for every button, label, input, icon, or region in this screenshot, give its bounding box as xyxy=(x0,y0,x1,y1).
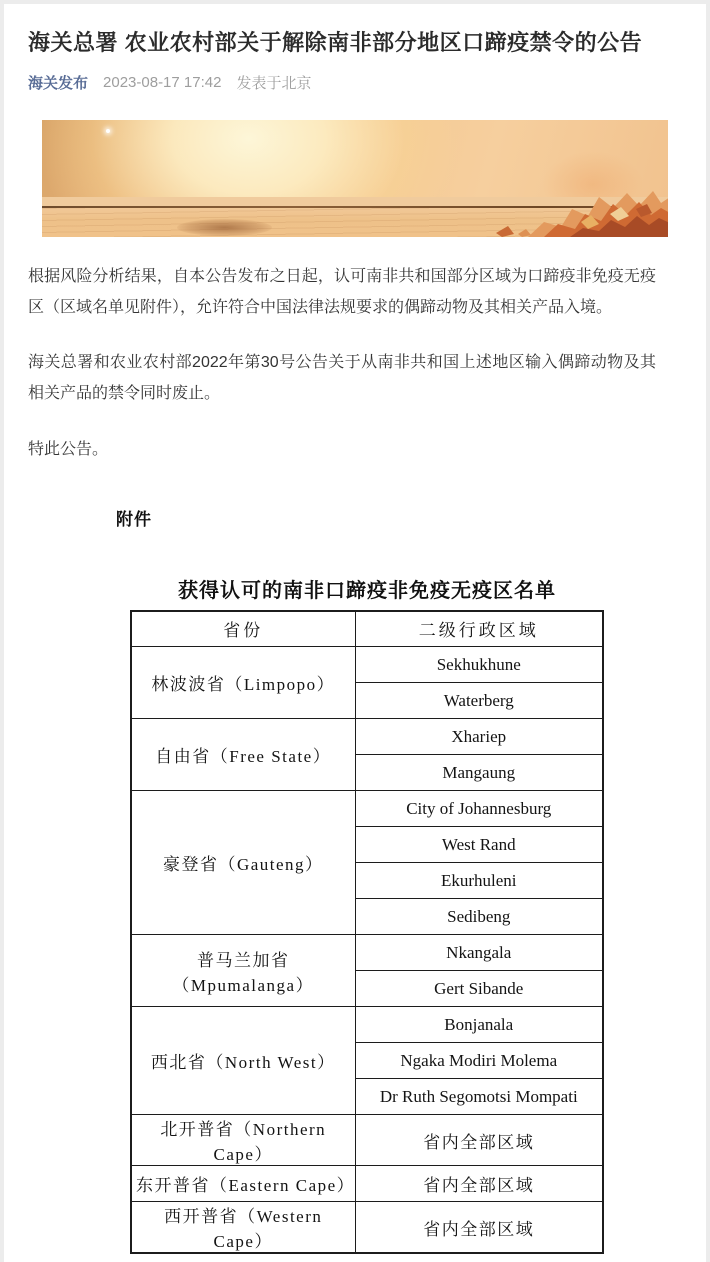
table-header-row xyxy=(131,611,603,647)
table-row xyxy=(131,791,603,827)
table-row xyxy=(131,647,603,683)
attachment-table-section xyxy=(130,574,604,1255)
region-cell: City of Johannesburg xyxy=(355,791,603,827)
region-cell: Mangaung xyxy=(355,755,603,791)
province-cell: 林波波省（Limpopo） xyxy=(131,647,355,719)
region-cell: West Rand xyxy=(355,827,603,863)
table-row xyxy=(131,935,603,971)
table-row xyxy=(131,1007,603,1043)
column-header-district: 二级行政区域 xyxy=(355,611,603,647)
byline xyxy=(28,72,682,93)
province-cell: 西开普省（Western Cape） xyxy=(131,1202,355,1254)
region-cell: Nkangala xyxy=(355,935,603,971)
region-cell: Waterberg xyxy=(355,683,603,719)
article-title: 海关总署 农业农村部关于解除南非部分地区口蹄疫禁令的公告 xyxy=(28,30,643,55)
province-cell: 自由省（Free State） xyxy=(131,719,355,791)
publish-location: 发表于北京 xyxy=(236,74,312,92)
region-cell: Gert Sibande xyxy=(355,971,603,1007)
column-header-province: 省份 xyxy=(131,611,355,647)
province-cell: 豪登省（Gauteng） xyxy=(131,791,355,935)
table-title: 获得认可的南非口蹄疫非免疫无疫区名单 xyxy=(178,579,556,602)
region-cell: 省内全部区域 xyxy=(355,1166,603,1202)
region-cell: 省内全部区域 xyxy=(355,1202,603,1254)
region-cell: Ngaka Modiri Molema xyxy=(355,1043,603,1079)
page-root xyxy=(0,4,710,1262)
publish-timestamp: 2023-08-17 17:42 xyxy=(103,73,222,91)
article-body xyxy=(28,261,682,465)
banner-image[interactable] xyxy=(42,120,668,237)
province-cell: 普马兰加省（Mpumalanga） xyxy=(131,935,355,1007)
table-row xyxy=(131,719,603,755)
region-cell: Bonjanala xyxy=(355,1007,603,1043)
account-source-link[interactable]: 海关发布 xyxy=(28,74,89,92)
article-card xyxy=(4,4,706,1262)
province-cell: 北开普省（Northern Cape） xyxy=(131,1115,355,1166)
regions-table xyxy=(130,610,604,1255)
star-glow-icon xyxy=(106,129,110,133)
region-cell: Ekurhuleni xyxy=(355,863,603,899)
paragraph: 海关总署和农业农村部2022年第30号公告关于从南非共和国上述地区输入偶蹄动物及其相关产品的禁令同时废止。 xyxy=(28,354,656,403)
regions-table-body xyxy=(131,647,603,1254)
table-row xyxy=(131,1166,603,1202)
province-cell: 西北省（North West） xyxy=(131,1007,355,1115)
table-row xyxy=(131,1115,603,1166)
region-cell: Xhariep xyxy=(355,719,603,755)
autumn-leaves-illustration xyxy=(460,171,668,237)
paragraph: 特此公告。 xyxy=(28,440,109,458)
table-row xyxy=(131,1202,603,1254)
attachment-label: 附件 xyxy=(116,509,152,529)
region-cell: Sedibeng xyxy=(355,899,603,935)
province-cell: 东开普省（Eastern Cape） xyxy=(131,1166,355,1202)
region-cell: Dr Ruth Segomotsi Mompati xyxy=(355,1079,603,1115)
paragraph: 根据风险分析结果，自本公告发布之日起，认可南非共和国部分区域为口蹄疫非免疫无疫区（区域名单见附件），允许符合中国法律法规要求的偶蹄动物及其相关产品入境。 xyxy=(28,267,656,316)
region-cell: Sekhukhune xyxy=(355,647,603,683)
region-cell: 省内全部区域 xyxy=(355,1115,603,1166)
banner-wood-knot xyxy=(177,219,272,236)
